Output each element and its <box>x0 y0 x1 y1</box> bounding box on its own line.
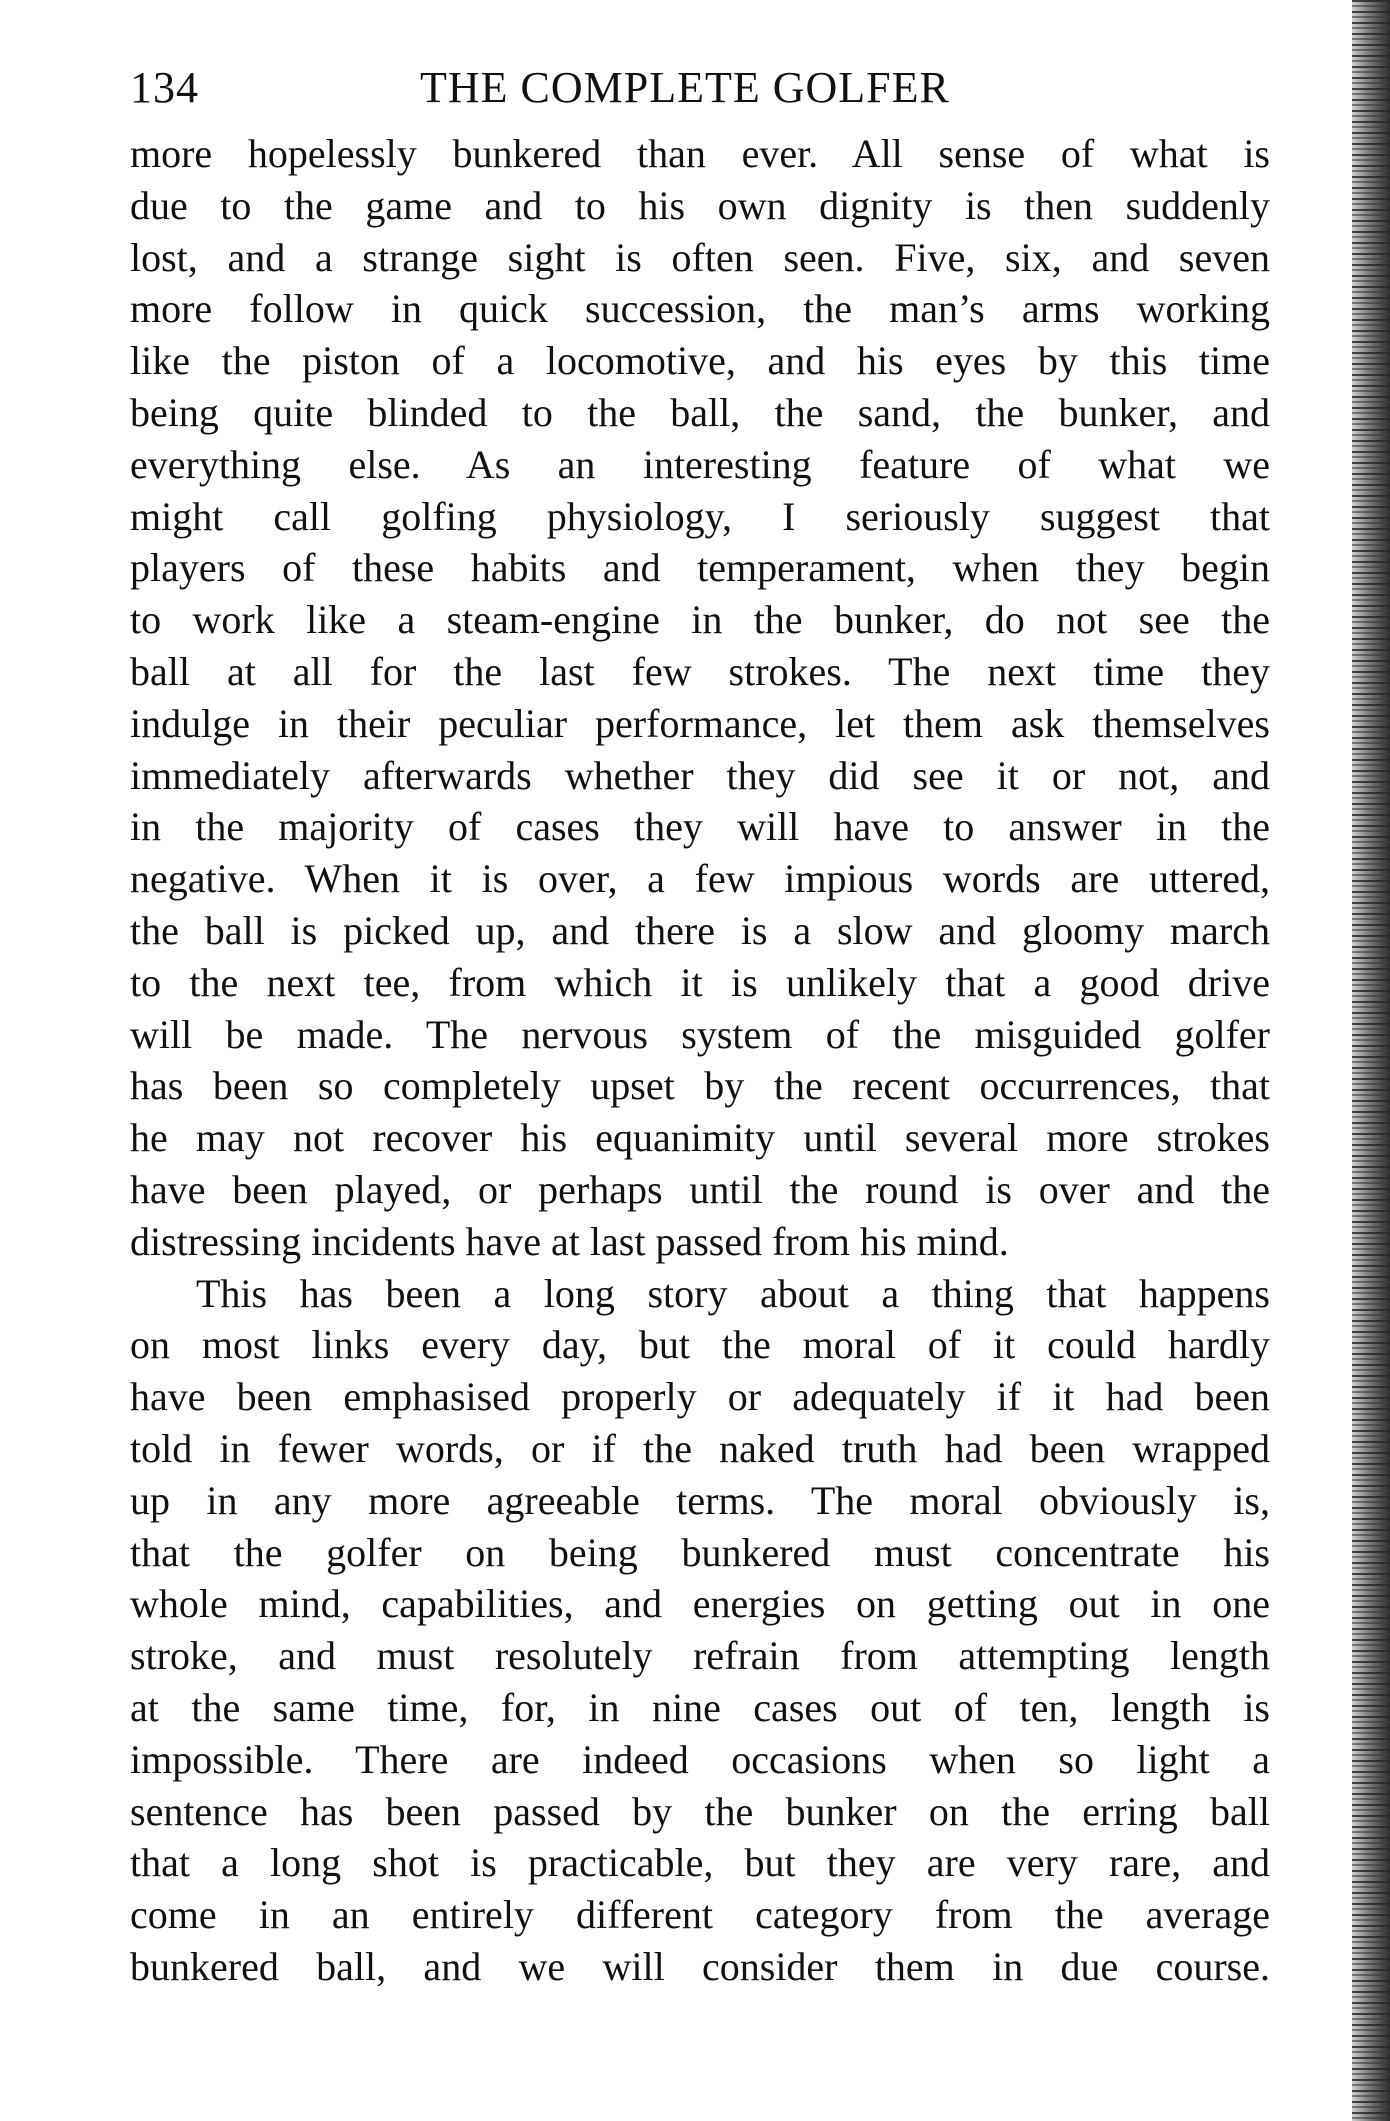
text-line: that the golfer on being bunkered must concentrate his <box>130 1529 1270 1575</box>
text-line: impossible. There are indeed occasions when so light a <box>130 1736 1270 1782</box>
text-line: he may not recover his equanimity until several more strokes <box>130 1115 1270 1161</box>
paragraph-1 <box>130 128 1270 1268</box>
text-line: stroke, and must resolutely refrain from attempting length <box>130 1633 1270 1679</box>
text-line: in the majority of cases they will have to answer in the <box>130 804 1270 850</box>
text-line: told in fewer words, or if the naked truth had been wrapped <box>130 1425 1270 1471</box>
text-line: bunkered ball, and we will consider them in due course. <box>130 1943 1270 1989</box>
text-line: immediately afterwards whether they did see it or not, and <box>130 752 1270 798</box>
text-line: negative. When it is over, a few impious words are uttered, <box>130 856 1270 902</box>
running-title: THE COMPLETE GOLFER <box>420 63 950 112</box>
text-line: indulge in their peculiar performance, let them ask themselves <box>130 700 1270 746</box>
text-line: the ball is picked up, and there is a slow and gloomy march <box>130 907 1270 953</box>
text-line: at the same time, for, in nine cases out of ten, length is <box>130 1684 1270 1730</box>
text-line: will be made. The nervous system of the misguided golfer <box>130 1011 1270 1057</box>
text-line: to work like a steam-engine in the bunker, do not see the <box>130 597 1270 643</box>
text-line: ball at all for the last few strokes. The next time they <box>130 648 1270 694</box>
text-line: on most links every day, but the moral of it could hardly <box>130 1322 1270 1368</box>
text-line: up in any more agreeable terms. The moral obviously is, <box>130 1477 1270 1523</box>
text-line: players of these habits and temperament, when they begin <box>130 545 1270 591</box>
paragraph-2 <box>130 1268 1270 1993</box>
text-line: distressing incidents have at last passed from his mind. <box>130 1218 1009 1264</box>
text-line: more follow in quick succession, the man’s arms working <box>130 286 1270 332</box>
running-head <box>130 58 1270 118</box>
page-number: 134 <box>130 63 199 112</box>
text-line: might call golfing physiology, I seriously suggest that <box>130 493 1270 539</box>
text-line: that a long shot is practicable, but they are very rare, and <box>130 1840 1270 1886</box>
text-line: like the piston of a locomotive, and his eyes by this time <box>130 338 1270 384</box>
page-fore-edge <box>1352 0 1390 2121</box>
body-text <box>130 128 1270 1993</box>
text-line: due to the game and to his own dignity is then suddenly <box>130 182 1270 228</box>
text-line: have been played, or perhaps until the round is over and the <box>130 1166 1270 1212</box>
text-line: to the next tee, from which it is unlikely that a good drive <box>130 959 1270 1005</box>
text-line: come in an entirely different category from the average <box>130 1892 1270 1938</box>
text-line: everything else. As an interesting feature of what we <box>130 441 1270 487</box>
text-line: lost, and a strange sight is often seen. Five, six, and seven <box>130 234 1270 280</box>
text-line: have been emphasised properly or adequately if it had been <box>130 1374 1270 1420</box>
text-line: being quite blinded to the ball, the sand, the bunker, and <box>130 389 1270 435</box>
text-line: has been so completely upset by the recent occurrences, that <box>130 1063 1270 1109</box>
text-line: sentence has been passed by the bunker on the erring ball <box>130 1788 1270 1834</box>
text-line: whole mind, capabilities, and energies on getting out in one <box>130 1581 1270 1627</box>
text-line: This has been a long story about a thing that happens <box>196 1270 1270 1316</box>
text-line: more hopelessly bunkered than ever. All sense of what is <box>130 131 1270 176</box>
